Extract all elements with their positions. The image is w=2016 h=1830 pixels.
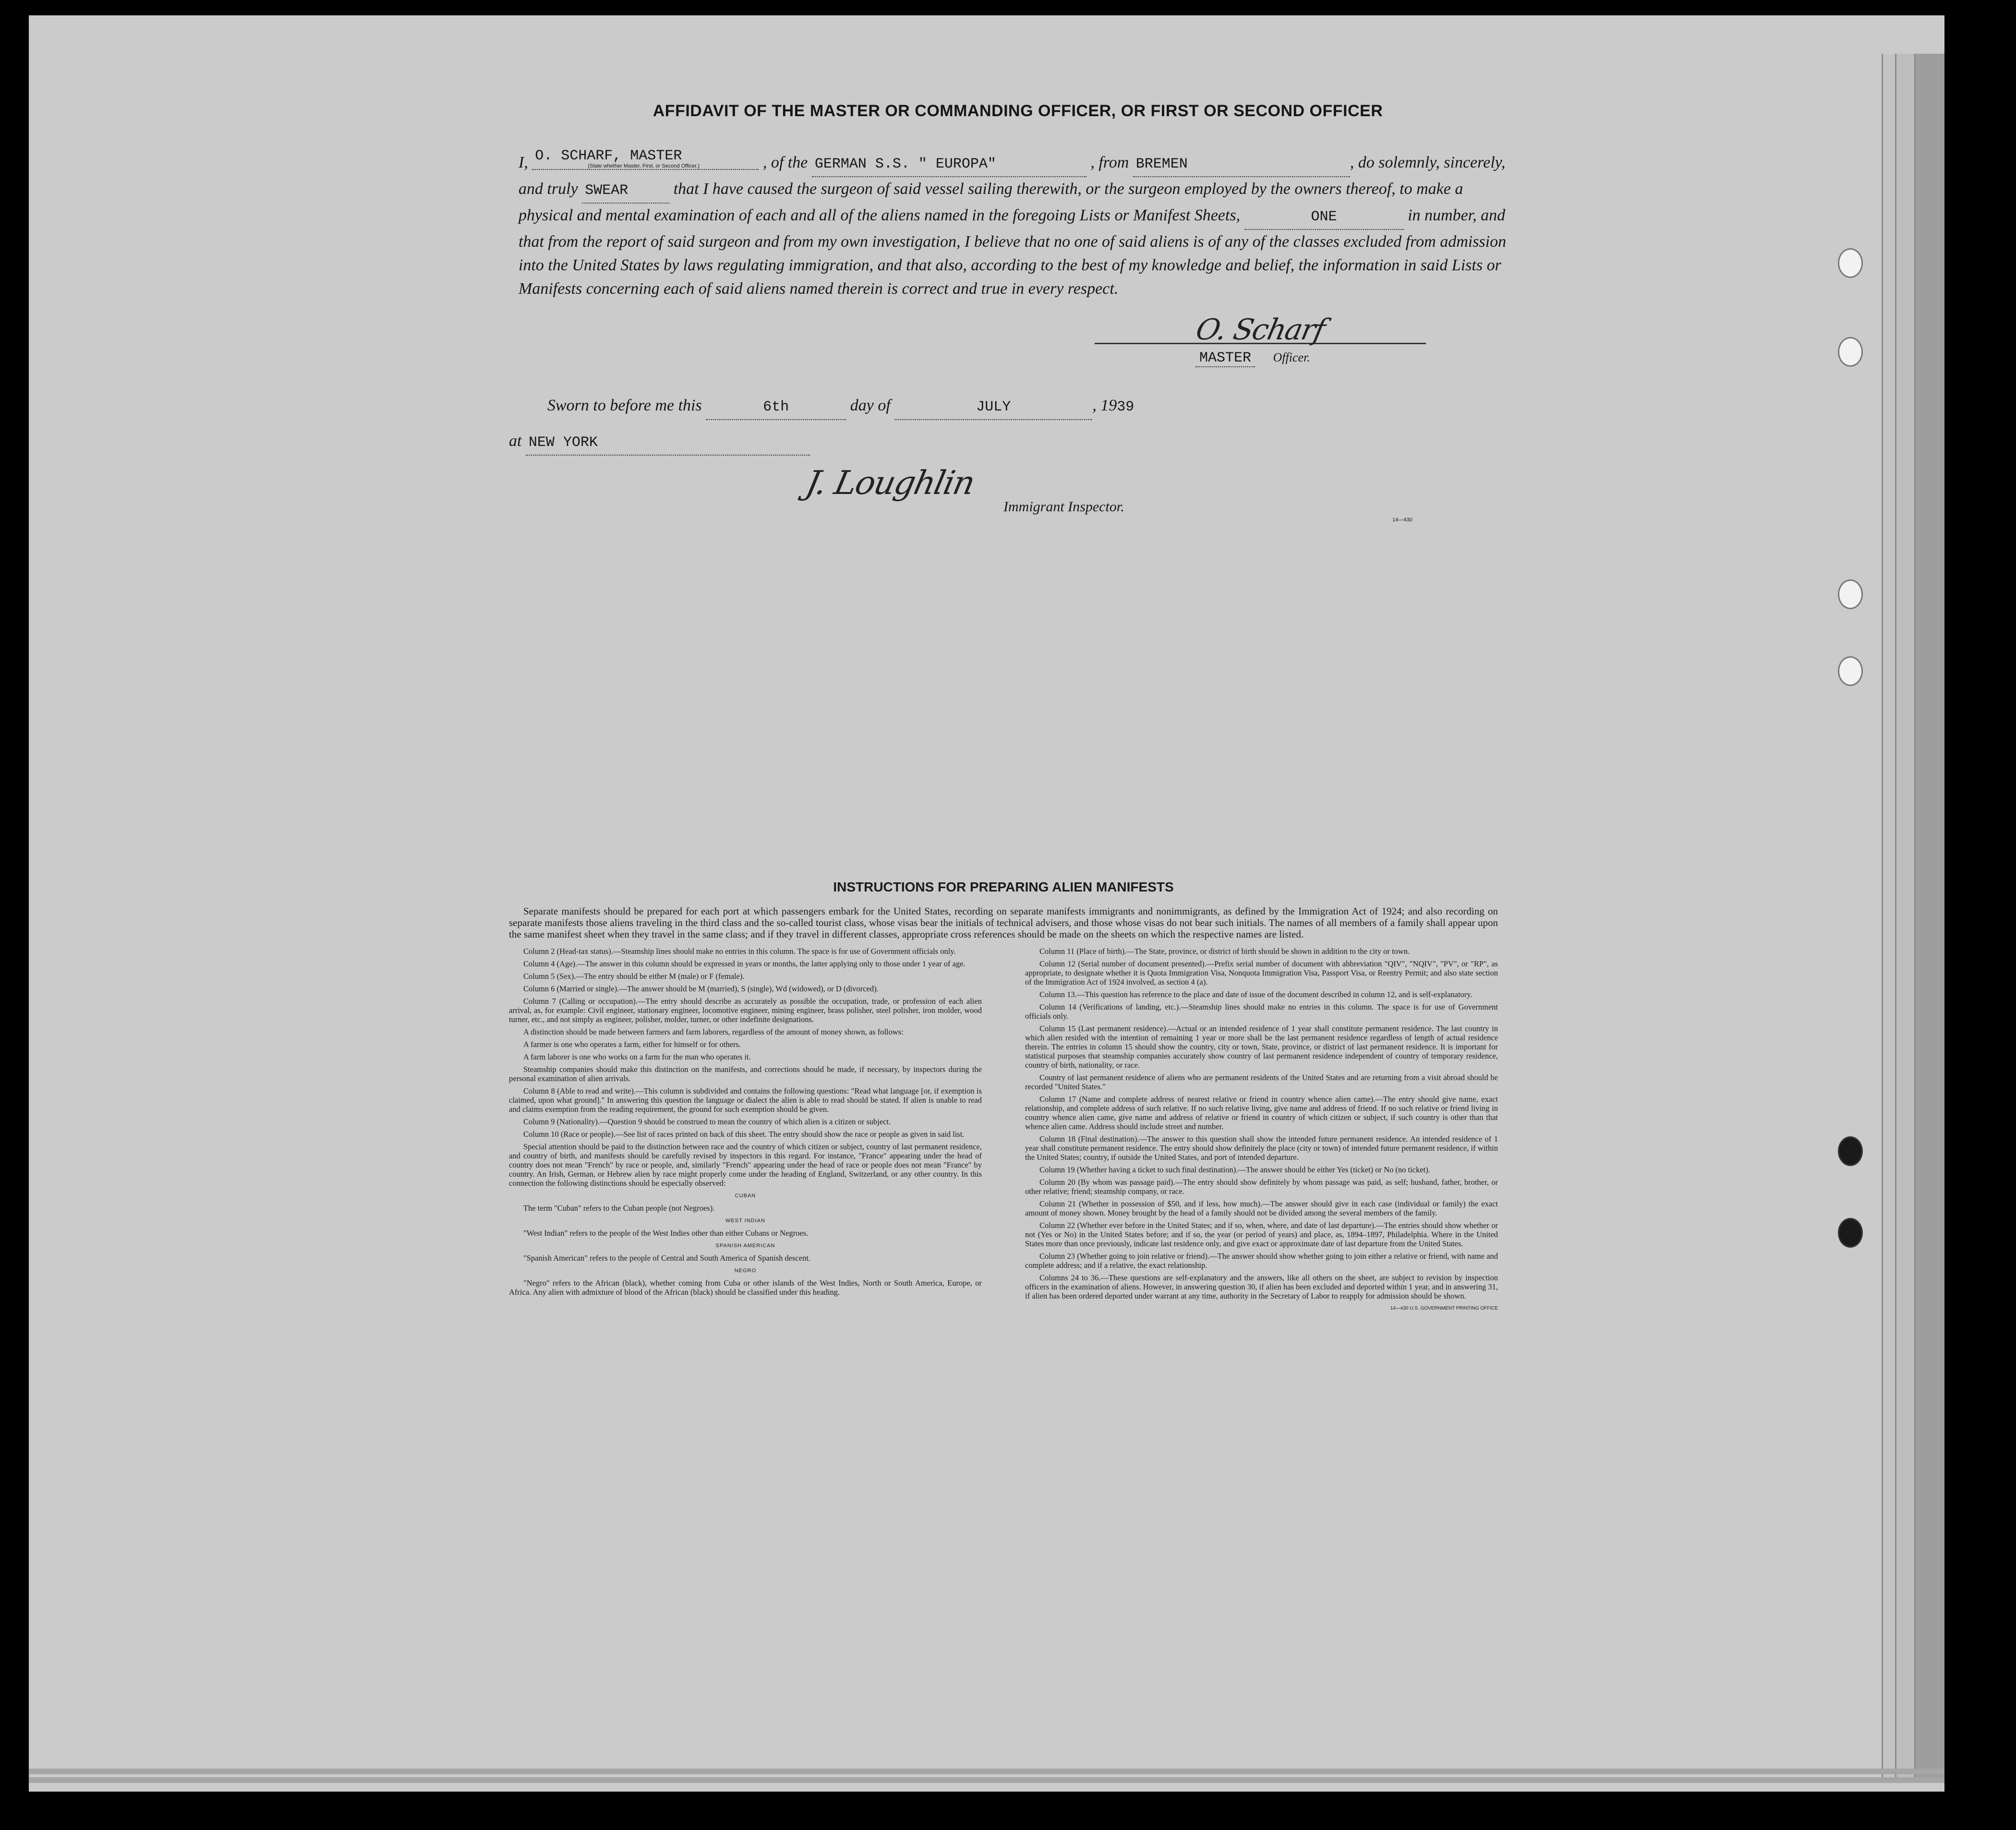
master-title-row: [1195, 349, 1426, 366]
instruction-paragraph: Column 6 (Married or single).—The answer should be M (married), S (single), Wd (widowed), or D (divorced).: [523, 984, 879, 993]
affidavit-text: that I have caused the surgeon of said vessel sailing therewith, or the surgeon employed by the owners thereof, to make a physical and mental examination of each and all of the aliens named in the foregoing Lists or Manifest Sheets,: [519, 180, 1463, 224]
punch-hole: [1838, 1218, 1863, 1248]
port-field: BREMEN: [1133, 153, 1350, 177]
instruction-paragraph: Country of last permanent residence of aliens who are permanent residents of the United States and are returning from a visit abroad should be recorded "United States.": [1025, 1073, 1498, 1091]
instruction-paragraph: Special attention should be paid to the distinction between race and the country of which citizen or subject, country of last permanent residence, and country of birth, and manifests should be carefully revised by inspectors in this regard. For instance, "France" appearing under the head of country does not mean "French" by race or people, and, similarly "French" appearing under the head of race or people does not mean "France" by country. An Irish, German, or Hebrew alien by race might properly come under the heading of England, Switzerland, or any other country. In this connection the following distinctions should be especially observed:: [509, 1142, 982, 1188]
affidavit-body: [519, 144, 1517, 301]
instruction-paragraph: Column 23 (Whether going to join relative or friend).—The answer should show whether going to join either a relative or friend, with name and complete address; and if a relative, the exact relationship.: [1025, 1252, 1498, 1270]
punch-hole: [1838, 337, 1863, 367]
punch-hole: [1838, 248, 1863, 278]
instruction-paragraph: Column 8 (Able to read and write).—This column is subdivided and contains the following questions: "Read what language [or, if exemption is claimed, upon what ground]." In answering this question the language or dialect the alien is able to read should be stated. If alien is unable to read and claims exemption from the reading requirement, the ground for such exemption should be given.: [509, 1086, 982, 1114]
instructions-intro: Separate manifests should be prepared for each port at which passengers embark for the United States, recording on separate manifests immigrants and nonimmigrants, as defined by the Immigration Act of 1924; and also recording on separate manifests those aliens traveling in the third class and the so-called tourist class, whose visas bear the initials of technical advisers, and those whose visas do not bear such initials. The names of all members of a family shall appear upon the same manifest sheet when they travel in the same class; and if they travel in different classes, appropriate cross references should be made on the sheets on which the respective names are listed.: [509, 905, 1498, 940]
place-line: [509, 429, 893, 456]
instruction-paragraph: Steamship companies should make this distinction on the manifests, and corrections should be made, if necessary, by inspectors during the personal examination of alien arrivals.: [509, 1065, 982, 1083]
year-field: 39: [1117, 399, 1135, 415]
page-edge: [1895, 54, 1916, 1782]
instruction-paragraph: Column 5 (Sex).—The entry should be either M (male) or F (female).: [523, 972, 745, 981]
instructions-title: INSTRUCTIONS FOR PREPARING ALIEN MANIFESTS: [833, 879, 1174, 894]
instruction-paragraph: Column 2 (Head-tax status).—Steamship lines should make no entries in this column. The space is for use of Government officials only.: [523, 947, 956, 956]
affidavit-title: AFFIDAVIT OF THE MASTER OR COMMANDING OFFICER, OR FIRST OR SECOND OFFICER: [652, 102, 1383, 120]
sworn-line: [547, 394, 1508, 420]
negro-heading: NEGRO: [734, 1268, 757, 1274]
cuban-heading: CUBAN: [735, 1193, 756, 1199]
master-signature: O. Scharf: [1193, 313, 1328, 347]
master-signature-block: [1095, 313, 1426, 366]
west-indian-heading: WEST INDIAN: [725, 1218, 765, 1224]
state-note: (State whether Master, First, or Second Officer.): [588, 163, 700, 169]
instruction-paragraph: Column 7 (Calling or occupation).—The entry should describe as accurately as possible the occupation, trade, or profession of each alien arrival, as, for example: Civil engineer, stationary engineer, locomotive engineer, mining engineer, brass polisher, steel polisher, iron molder, wood turner, etc., and not simply as engineer, polisher, molder, turner, or other indefinite designations.: [509, 997, 982, 1024]
affidavit-text: I,: [519, 154, 528, 171]
oath-field: SWEAR: [582, 179, 669, 204]
instruction-paragraph: Columns 24 to 36.—These questions are self-explanatory and the answers, like all others on the sheet, are subject to revision by inspection officers in the examination of aliens. However, in answering question 30, if alien has been excluded and deported within 1 year, and in answering 31, if alien has been ordered deported under warrant at any time, authority in the Secretary of Labor to reapply for admission should be shown.: [1025, 1273, 1498, 1300]
page-edge: [1914, 54, 1944, 1782]
instruction-paragraph: Column 10 (Race or people).—See list of races printed on back of this sheet. The entry should show the race or people as given in said list.: [523, 1130, 965, 1139]
affidavit-text: solemnly, sincerely, and truly: [519, 154, 1506, 198]
master-signature-line: [1095, 313, 1426, 347]
instruction-paragraph: Column 14 (Verifications of landing, etc.).—Steamship lines should make no entries in this column. The space is for use of Government officials only.: [1025, 1002, 1498, 1021]
instructions-right-column: [1025, 947, 1498, 1313]
instruction-paragraph: Column 13.—This question has reference to the place and date of issue of the document described in column 12, and is self-explanatory.: [1039, 990, 1473, 999]
west-indian-definition: "West Indian" refers to the people of the West Indies other than either Cubans or Negroes.: [523, 1228, 809, 1238]
page-edge: [29, 1777, 1944, 1783]
instruction-paragraph: Column 19 (Whether having a ticket to such final destination).—The answer should be either Yes (ticket) or No (no ticket).: [1039, 1165, 1430, 1174]
instructions-section: [509, 879, 1498, 1313]
instruction-paragraph: A farm laborer is one who works on a farm for the man who operates it.: [523, 1052, 751, 1061]
inspector-signature-block: [802, 464, 1239, 515]
instruction-paragraph: Column 18 (Final destination).—The answer to this question shall show the intended future permanent residence. An intended residence of 1 year shall constitute permanent residence. The entry should show definitely the place (city or town) of intended future permanent residence, if within the United States; country, if outside the United States, and port of intended departure.: [1025, 1134, 1498, 1162]
affidavit-text: in number, and that from the report of said surgeon and from my own investigation, I believe that no one of said aliens is of any of the classes excluded from admission into the United States by laws regulating immigration, and that also, according to the best of my knowledge and belief, the information in said Lists or Manifests concerning each of said aliens named therein is correct and true in every respect.: [519, 206, 1507, 298]
officer-name-value: O. SCHARF, MASTER: [535, 148, 682, 164]
count-field: ONE: [1244, 205, 1404, 230]
cuban-definition: The term "Cuban" refers to the Cuban people (not Negroes).: [523, 1204, 715, 1213]
spanish-american-heading: SPANISH AMERICAN: [715, 1243, 775, 1249]
punch-hole: [1838, 656, 1863, 686]
punch-hole: [1838, 579, 1863, 609]
instruction-paragraph: Column 21 (Whether in possession of $50, and if less, how much).—The answer should give in each case (individual or family) the exact amount of money shown. Money brought by the head of a family should not be divided among the several members of the family.: [1025, 1199, 1498, 1217]
instructions-left-column: [509, 947, 982, 1313]
affidavit-text: , of the: [762, 154, 808, 171]
month-field: JULY: [894, 396, 1092, 420]
affidavit-section: [519, 102, 1517, 301]
page-edge: [29, 1769, 1944, 1774]
affidavit-text: , 19: [1092, 397, 1117, 414]
printing-office-note: 14—430 U.S. GOVERNMENT PRINTING OFFICE: [1390, 1306, 1498, 1311]
form-number: 14—430: [1392, 517, 1412, 523]
affidavit-text: , do: [1350, 154, 1375, 171]
instruction-paragraph: A distinction should be made between farmers and farm laborers, regardless of the amount of money shown, as follows:: [523, 1027, 904, 1036]
instruction-paragraph: Column 11 (Place of birth).—The State, province, or district of birth should be shown in addition to the city or town.: [1039, 947, 1410, 956]
affidavit-text: day of: [850, 397, 891, 414]
spanish-american-definition: "Spanish American" refers to the people of Central and South America of Spanish descent.: [523, 1253, 811, 1263]
instruction-paragraph: Column 22 (Whether ever before in the United States; and if so, when, where, and date of last departure).—The entries should show whether or not (Yes or No) in the United States before; and if so, the year (or period of years) and place, as, 1894–1897, Philadelphia. Where in the United States more than once previously, indicate last residence only, and give exact or approximate date of last departure from the United States.: [1025, 1221, 1498, 1248]
instruction-paragraph: Column 15 (Last permanent residence).—Actual or an intended residence of 1 year shall constitute permanent residence. The last country in which alien resided with the intention of remaining 1 year or more shall be the last permanent residence regardless of length of actual residence therein. The entries in column 15 should show the country, city or town, State, province, or district of last permanent residence. It is important for statistical purposes that steamship companies accurately show country of last permanent residence independent of country of temporary residence, country of birth, nationality, or race.: [1025, 1024, 1498, 1070]
inspector-signature: J. Loughlin: [802, 464, 978, 502]
officer-label: Officer.: [1273, 350, 1310, 364]
instruction-paragraph: Column 12 (Serial number of document presented).—Prefix serial number of document with abbreviation "QIV", "NQIV", "PV", or "RP", as appropriate, to designate whether it is Quota Immigration Visa, Nonquota Immigration Visa, Passport Visa, or Reentry Permit; and also state section of the Immigration Act of 1924 involved, as section 4 (a).: [1025, 959, 1498, 987]
master-title-value: MASTER: [1195, 350, 1255, 367]
inspector-label: Immigrant Inspector.: [1003, 499, 1124, 515]
instructions-columns: [509, 947, 1498, 1313]
instruction-paragraph: Column 17 (Name and complete address of nearest relative or friend in country whence alien came).—The entry should give name, exact relationship, and complete address of such relative. If no such relative living, give name and address of friend. If no such relative or friend living in country whence alien came, give name and address of relative or friend in country of which citizen or subject, if such country is other than that whence alien came. Address should include street and number.: [1025, 1095, 1498, 1131]
document-page: [29, 15, 1944, 1792]
instruction-paragraph: Column 20 (By whom was passage paid).—The entry should show definitely by whom passage was paid, as self; husband, father, brother, or other relative; friend; steamship company, or race.: [1025, 1178, 1498, 1196]
place-field: NEW YORK: [526, 431, 810, 456]
affidavit-text: at: [509, 432, 522, 450]
page-edge: [1882, 54, 1896, 1782]
instruction-paragraph: A farmer is one who operates a farm, either for himself or for others.: [523, 1040, 741, 1049]
affidavit-text: , from: [1090, 154, 1129, 171]
instruction-paragraph: Column 4 (Age).—The answer in this column should be expressed in years or months, the latter applying only to those under 1 year of age.: [523, 959, 966, 968]
day-field: 6th: [706, 396, 846, 420]
affidavit-text: Sworn to before me this: [547, 397, 702, 414]
instruction-paragraph: Column 9 (Nationality).—Question 9 should be construed to mean the country of which alien is a citizen or subject.: [523, 1117, 891, 1126]
punch-hole: [1838, 1136, 1863, 1166]
officer-name-field: [532, 144, 759, 170]
negro-definition: "Negro" refers to the African (black), whether coming from Cuba or other islands of the West Indies, North or South America, Europe, or Africa. Any alien with admixture of blood of the African (black) should be classified under this heading.: [509, 1278, 982, 1297]
vessel-field: GERMAN S.S. " EUROPA": [812, 153, 1086, 177]
